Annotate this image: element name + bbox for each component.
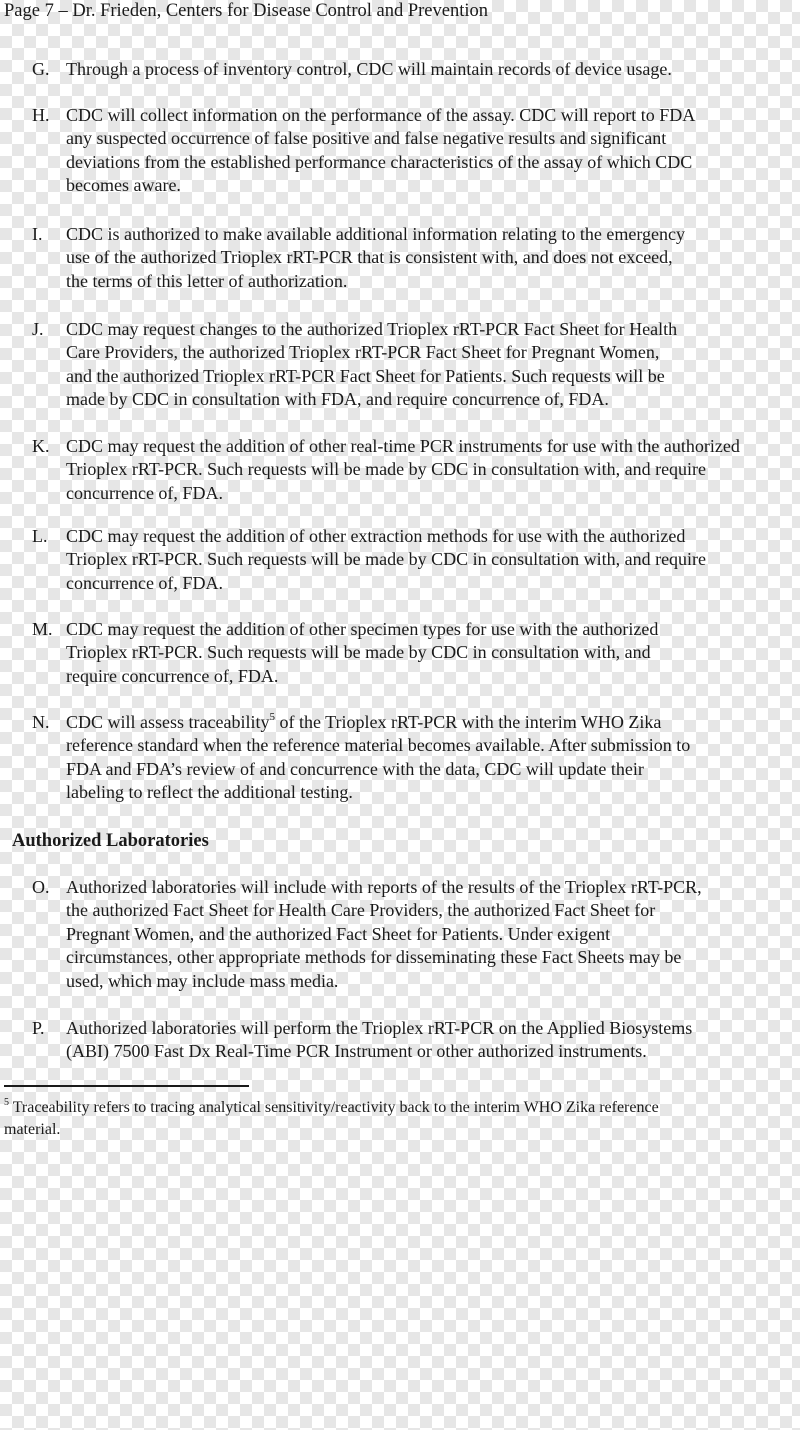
- item-letter: P.: [32, 1018, 45, 1038]
- item-line: CDC is authorized to make available additional information relating to the emergency: [66, 224, 685, 244]
- item-line: and the authorized Trioplex rRT-PCR Fact Sheet for Patients. Such requests will be: [66, 365, 665, 386]
- item-line: the terms of this letter of authorization.: [66, 270, 348, 291]
- item-line: Trioplex rRT-PCR. Such requests will be made by CDC in consultation with, and require: [66, 549, 707, 570]
- item-line: circumstances, other appropriate methods for disseminating these Fact Sheets may be: [66, 947, 682, 968]
- item-letter: M.: [32, 619, 53, 639]
- item-line: any suspected occurrence of false positive and false negative results and significant: [66, 128, 667, 149]
- item-line: (ABI) 7500 Fast Dx Real-Time PCR Instrument or other authorized instruments.: [66, 1041, 647, 1062]
- item-letter: N.: [32, 712, 50, 732]
- item-line: Trioplex rRT-PCR. Such requests will be made by CDC in consultation with, and require: [66, 459, 707, 480]
- list-item-k: [32, 435, 800, 505]
- item-line: Authorized laboratories will perform the Trioplex rRT-PCR on the Applied Biosystems: [66, 1018, 693, 1038]
- item-letter: G.: [32, 59, 50, 79]
- item-line: deviations from the established performance characteristics of the assay of which CDC: [66, 151, 693, 172]
- item-line: concurrence of, FDA.: [66, 482, 223, 503]
- footnote-divider: [4, 1085, 249, 1087]
- item-line: reference standard when the reference material becomes available. After submission to: [66, 735, 691, 756]
- item-line: CDC will collect information on the performance of the assay. CDC will report to FDA: [66, 105, 696, 125]
- item-letter: L.: [32, 526, 48, 546]
- footnote-reference: 5: [269, 711, 275, 723]
- item-text: CDC will assess traceability: [66, 712, 270, 732]
- list-item-h: [32, 104, 800, 198]
- item-letter: J.: [32, 319, 44, 339]
- item-line: CDC may request changes to the authorized Trioplex rRT-PCR Fact Sheet for Health: [66, 319, 678, 339]
- item-letter: K.: [32, 436, 50, 456]
- item-line: concurrence of, FDA.: [66, 572, 223, 593]
- section-heading: Authorized Laboratories: [12, 831, 209, 851]
- list-item-n: [32, 711, 800, 805]
- item-text: of the Trioplex rRT-PCR with the interim WHO Zika: [274, 712, 662, 732]
- item-line: the authorized Fact Sheet for Health Care Providers, the authorized Fact Sheet for: [66, 900, 656, 921]
- item-line: FDA and FDA’s review of and concurrence with the data, CDC will update their: [66, 758, 644, 779]
- item-line: used, which may include mass media.: [66, 970, 339, 991]
- footnote-marker: 5: [4, 1096, 9, 1108]
- item-line: use of the authorized Trioplex rRT-PCR that is consistent with, and does not exceed,: [66, 247, 673, 268]
- footnote-text: Traceability refers to tracing analytical sensitivity/reactivity back to the interim WHO Zika reference: [9, 1099, 659, 1116]
- list-item-i: [32, 223, 800, 293]
- item-line: CDC may request the addition of other extraction methods for use with the authorized: [66, 526, 686, 546]
- list-item-l: [32, 525, 800, 595]
- footnote: [4, 1097, 794, 1141]
- item-line: CDC may request the addition of other specimen types for use with the authorized: [66, 619, 659, 639]
- item-line: becomes aware.: [66, 175, 181, 196]
- item-line: Care Providers, the authorized Trioplex rRT-PCR Fact Sheet for Pregnant Women,: [66, 342, 660, 363]
- page-header: Page 7 – Dr. Frieden, Centers for Disease Control and Prevention: [4, 1, 488, 21]
- item-line: made by CDC in consultation with FDA, and require concurrence of, FDA.: [66, 389, 609, 410]
- item-letter: O.: [32, 877, 50, 897]
- list-item-g: [32, 58, 800, 81]
- list-item-m: [32, 618, 800, 688]
- item-line: labeling to reflect the additional testing.: [66, 782, 353, 803]
- item-letter: H.: [32, 105, 50, 125]
- list-item-j: [32, 318, 800, 412]
- item-line: Authorized laboratories will include with reports of the results of the Trioplex rRT-PCR,: [66, 877, 702, 897]
- footnote-line: material.: [4, 1121, 61, 1138]
- item-line: require concurrence of, FDA.: [66, 665, 279, 686]
- item-letter: I.: [32, 224, 43, 244]
- footnote-line: [4, 1097, 794, 1119]
- list-item-p: [32, 1017, 800, 1064]
- list-item-o: [32, 876, 800, 993]
- item-line: [32, 711, 800, 734]
- item-line: Pregnant Women, and the authorized Fact Sheet for Patients. Under exigent: [66, 923, 611, 944]
- item-line: Through a process of inventory control, CDC will maintain records of device usage.: [66, 59, 672, 79]
- item-line: Trioplex rRT-PCR. Such requests will be made by CDC in consultation with, and: [66, 642, 651, 663]
- item-line: CDC may request the addition of other real-time PCR instruments for use with the authorized: [66, 436, 740, 456]
